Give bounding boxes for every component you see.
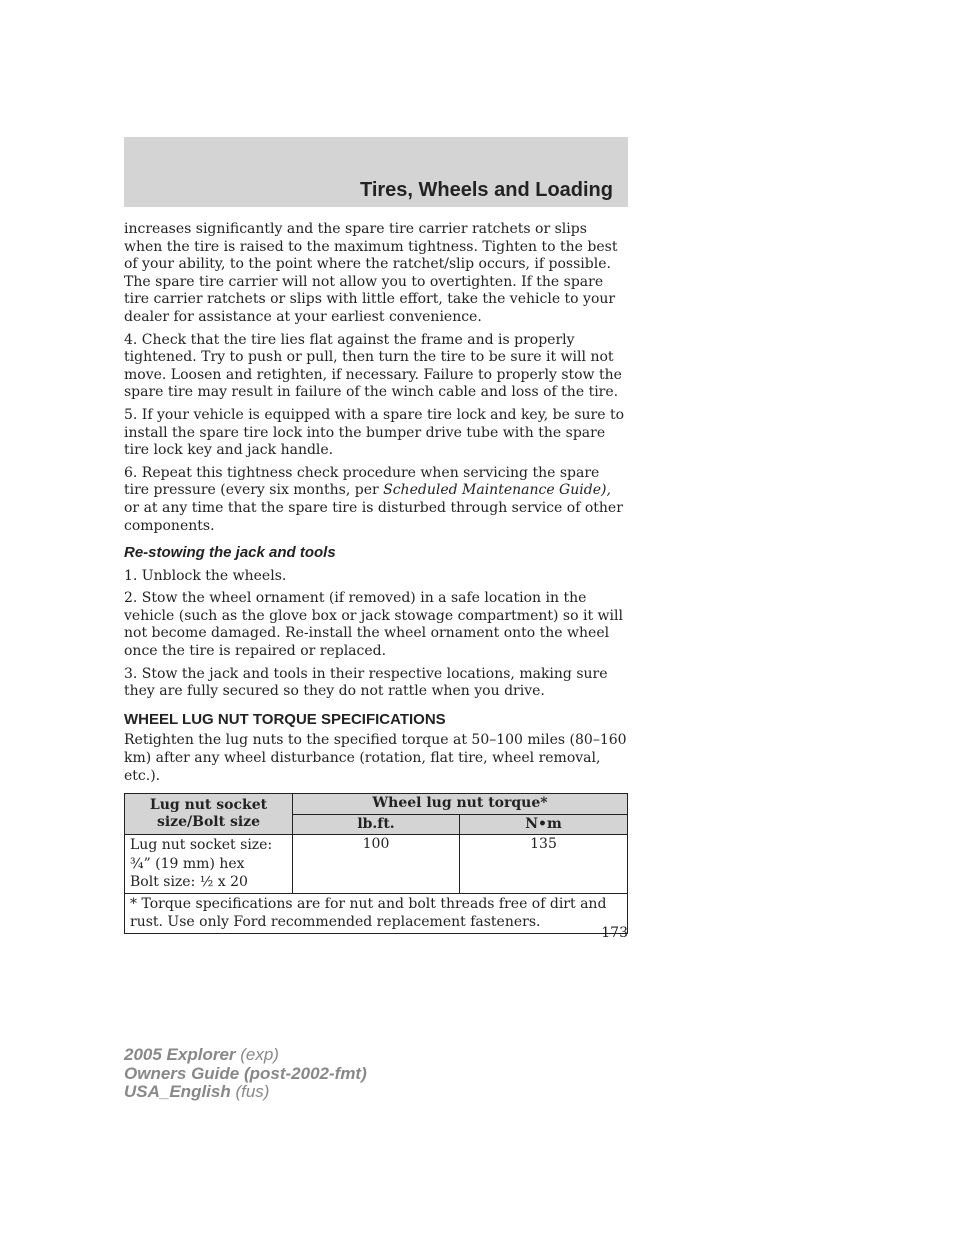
- table-row: [125, 835, 628, 894]
- header-band: [124, 137, 628, 207]
- torque-table: [124, 793, 628, 934]
- footer-line: [124, 1065, 367, 1084]
- col-header-torque: Wheel lug nut torque*: [293, 794, 628, 815]
- footer-language: USA_English: [124, 1082, 231, 1101]
- section-title: Tires, Wheels and Loading: [359, 179, 613, 201]
- paragraph-step-6: [124, 465, 628, 535]
- footer-model: 2005 Explorer: [124, 1045, 236, 1064]
- page-number: 173: [601, 925, 628, 941]
- col-header-nm: N•m: [460, 814, 628, 835]
- paragraph: 5. If your vehicle is equipped with a spare tire lock and key, be sure to install the spare tire lock into the bumper drive tube with the spare tire lock key and jack handle.: [124, 406, 625, 459]
- paragraph: 4. Check that the tire lies flat against the frame and is properly tightened. Try to push or pull, then turn the tire to be sure it will not move. Loosen and retighten, if necessary. Failure to properly stow the spare tire may result in failure of the winch cable and loss of the tire.: [124, 331, 622, 401]
- restow-step: 1. Unblock the wheels.: [124, 567, 287, 584]
- cell-line: ¾” (19 mm) hex: [130, 855, 245, 872]
- document-footer: [124, 1046, 367, 1102]
- cell-lbft: 100: [293, 835, 460, 894]
- maintenance-guide-reference: Scheduled Maintenance Guide),: [383, 482, 611, 499]
- step6-text: 6. Repeat this tightness check procedure when servicing the spare tire pressure (every six months, per: [124, 464, 600, 499]
- footer-line: [124, 1046, 367, 1065]
- body-text: [124, 221, 628, 934]
- col-header-socket-size: Lug nut socket size/Bolt size: [125, 794, 293, 835]
- restow-heading: Re-stowing the jack and tools: [124, 544, 336, 562]
- cell-socket-size: [125, 835, 293, 894]
- step6-text-end: or at any time that the spare tire is disturbed through service of other components.: [124, 499, 623, 534]
- cell-line: Bolt size: ½ x 20: [130, 874, 248, 891]
- footer-line: [124, 1083, 367, 1102]
- paragraph: increases significantly and the spare tire carrier ratchets or slips when the tire is raised to the maximum tightness. Tighten to the best of your ability, to the point where the ratchet/slip occurs, if possible. The spare tire carrier will not allow you to overtighten. If the spare tire carrier ratchets or slips with little effort, take the vehicle to your dealer for assistance at your earliest convenience.: [124, 221, 618, 325]
- restow-step: 3. Stow the jack and tools in their respective locations, making sure they are fully secured so they do not rattle when you drive.: [124, 665, 608, 700]
- table-footnote: * Torque specifications are for nut and bolt threads free of dirt and rust. Use only Ford recommended replacement fasteners.: [125, 893, 628, 933]
- footer-language-code: (fus): [230, 1082, 270, 1101]
- footer-guide: Owners Guide (post-2002-fmt): [124, 1063, 367, 1083]
- torque-heading: WHEEL LUG NUT TORQUE SPECIFICATIONS: [124, 710, 446, 728]
- cell-line: Lug nut socket size:: [130, 837, 273, 854]
- col-header-lbft: lb.ft.: [293, 814, 460, 835]
- restow-step: 2. Stow the wheel ornament (if removed) in a safe location in the vehicle (such as the glove box or jack stowage compartment) so it will not become damaged. Re-install the wheel ornament onto the wheel once the tire is repaired or replaced.: [124, 590, 623, 660]
- torque-intro: Retighten the lug nuts to the specified torque at 50–100 miles (80–160 km) after any wheel disturbance (rotation, flat tire, wheel removal, etc.).: [124, 732, 627, 784]
- footer-model-code: (exp): [235, 1045, 279, 1064]
- cell-nm: 135: [460, 835, 628, 894]
